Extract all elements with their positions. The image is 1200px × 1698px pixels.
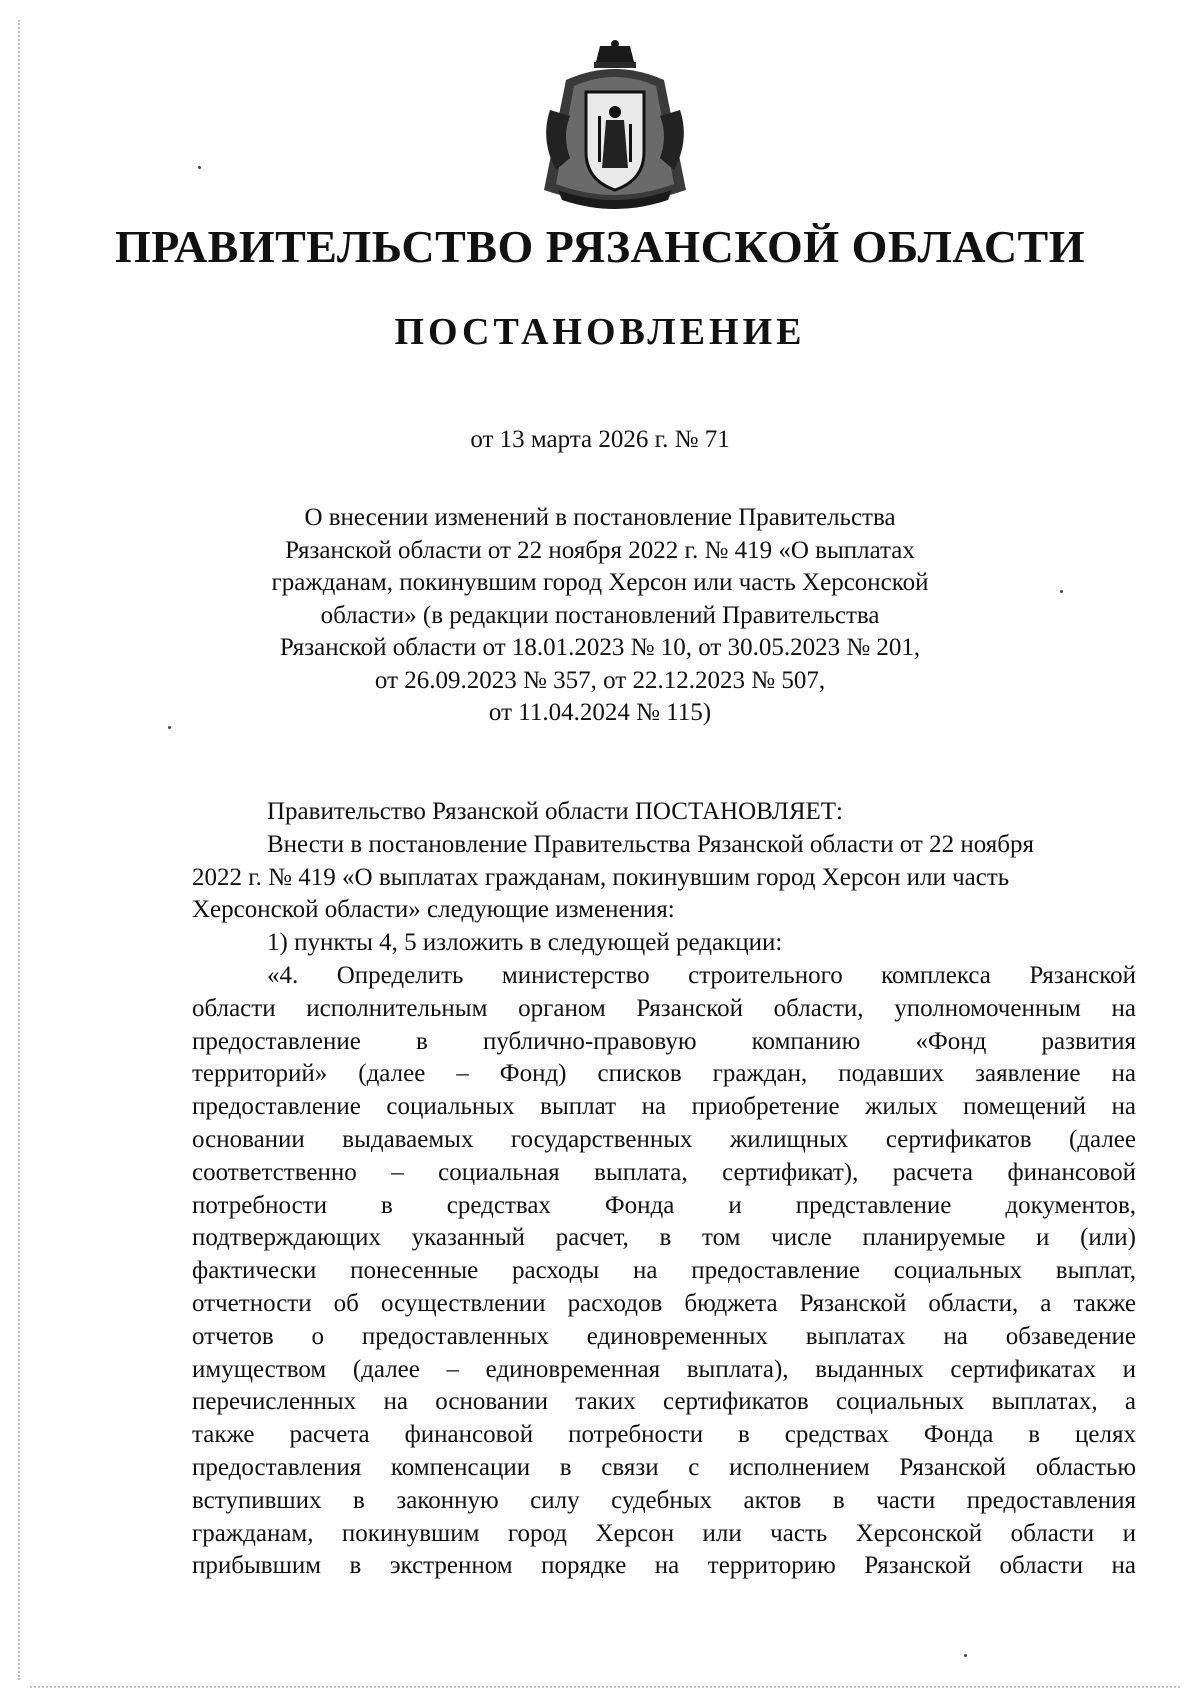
item-1: 1) пункты 4, 5 изложить в следующей редакции: <box>267 929 783 957</box>
scan-edge-bottom <box>30 1686 1180 1690</box>
intro-line: Внести в постановление Правительства Рязанской области от 22 ноября <box>267 830 1034 858</box>
paragraph-4-first-line: «4. Определить министерство строительного комплекса Рязанской <box>267 961 1136 989</box>
scan-speck <box>168 726 171 729</box>
paragraph-4-line: прибывшим в экстренном порядке на территорию Рязанской области на <box>192 1552 1136 1580</box>
scan-speck <box>198 166 201 169</box>
subject-line: гражданам, покинувшим город Херсон или часть Херсонской <box>271 569 929 596</box>
paragraph-4-line: потребности в средствах Фонда и представление документов, <box>192 1191 1136 1219</box>
paragraph-4-line: отчетности об осуществлении расходов бюджета Рязанской области, а также <box>192 1289 1136 1317</box>
paragraph-4-line: отчетов о предоставленных единовременных выплатах на обзаведение <box>192 1322 1136 1350</box>
paragraph-4-line: предоставление социальных выплат на приобретение жилых помещений на <box>192 1093 1136 1121</box>
paragraph-4-line: основании выдаваемых государственных жилищных сертификатов (далее <box>192 1125 1136 1153</box>
paragraph-4-line: перечисленных на основании таких сертификатов социальных выплатах, а <box>192 1388 1136 1416</box>
ryazan-coat-of-arms-icon <box>536 40 694 210</box>
paragraph-4-line: предоставление в публично-правовую компанию «Фонд развития <box>192 1027 1136 1055</box>
intro-line: 2022 г. № 419 «О выплатах гражданам, покинувшим город Херсон или часть <box>192 863 1010 891</box>
scan-speck <box>964 1654 967 1657</box>
preamble: Правительство Рязанской области ПОСТАНОВЛЯЕТ: <box>267 798 843 825</box>
paragraph-4-line: имуществом (далее – единовременная выплата), выданных сертификатах и <box>192 1355 1136 1383</box>
paragraph-4-line: гражданам, покинувшим город Херсон или часть Херсонской области и <box>192 1519 1136 1547</box>
document-type-heading: ПОСТАНОВЛЕНИЕ <box>394 311 806 353</box>
subject-line: от 26.09.2023 № 357, от 22.12.2023 № 507, <box>374 666 826 694</box>
paragraph-4-line: также расчета финансовой потребности в средствах Фонда в целях <box>192 1421 1136 1449</box>
subject-line: О внесении изменений в постановление Правительства <box>304 504 896 531</box>
organization-title: ПРАВИТЕЛЬСТВО РЯЗАНСКОЙ ОБЛАСТИ <box>114 221 1086 272</box>
document-body <box>192 796 1136 1583</box>
paragraph-4-line: соответственно – социальная выплата, сертификат), расчета финансовой <box>192 1158 1136 1186</box>
paragraph-4-line: фактически понесенные расходы на предоставление социальных выплат, <box>192 1257 1136 1285</box>
paragraph-4-line: области исполнительным органом Рязанской области, уполномоченным на <box>192 994 1136 1022</box>
paragraph-4-line: подтверждающих указанный расчет, в том числе планируемые и (или) <box>192 1224 1136 1252</box>
subject-line: от 11.04.2024 № 115) <box>488 699 712 726</box>
paragraph-4-line: вступивших в законную силу судебных актов в части предоставления <box>192 1486 1136 1514</box>
intro-line: Херсонской области» следующие изменения: <box>192 896 675 924</box>
paragraph-4-line: территорий» (далее – Фонд) списков граждан, подавших заявление на <box>192 1060 1136 1088</box>
document-date-number: от 13 марта 2026 г. № 71 <box>470 426 730 453</box>
subject-line: Рязанской области от 22 ноября 2022 г. № 419 «О выплатах <box>285 536 915 564</box>
subject-line: области» (в редакции постановлений Правительства <box>320 601 880 629</box>
document-subject <box>260 502 940 730</box>
subject-line: Рязанской области от 18.01.2023 № 10, от 30.05.2023 № 201, <box>279 634 921 661</box>
scan-speck <box>1060 590 1063 593</box>
paragraph-4-line: предоставления компенсации в связи с исполнением Рязанской областью <box>192 1453 1136 1481</box>
